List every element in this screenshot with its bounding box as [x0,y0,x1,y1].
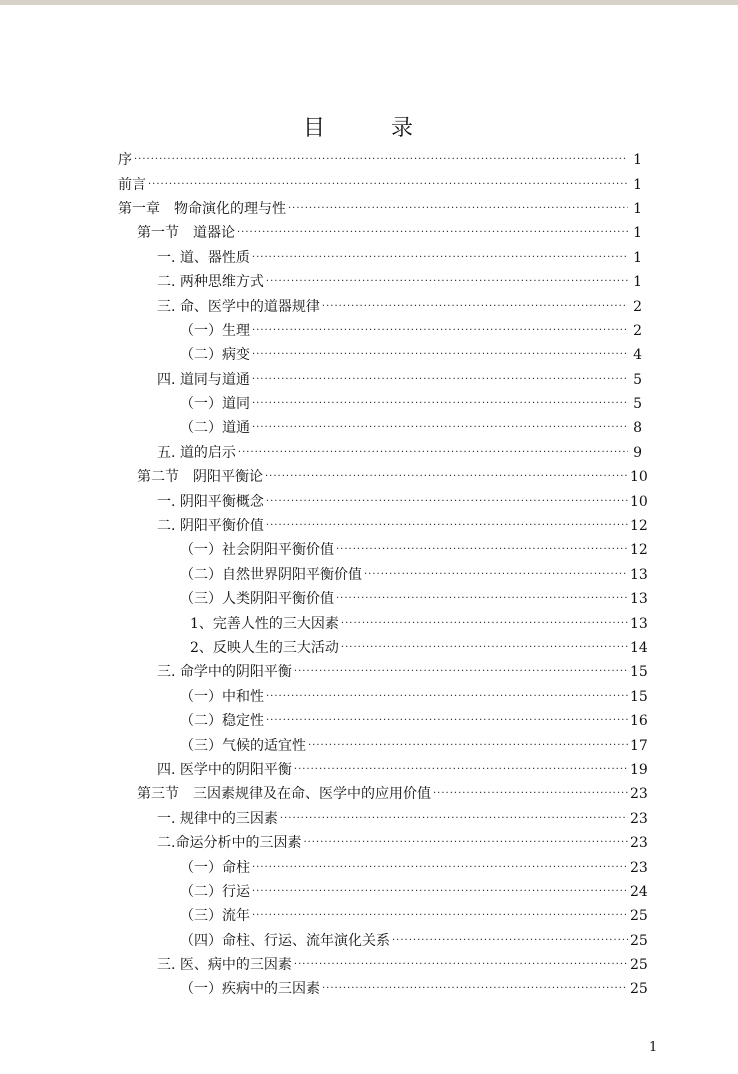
toc-entry-label: 第一章 物命演化的理与性 [118,200,286,217]
toc-entry-page: 1 [633,152,642,169]
toc-entry-page: 25 [630,981,648,998]
dot-leader [341,639,628,657]
dot-leader [303,834,628,852]
dot-leader [265,468,628,486]
dot-leader [266,688,628,706]
toc-entry-page: 19 [630,761,648,778]
toc-entry-label: 2、反映人生的三大活动 [190,640,339,656]
dot-leader [148,176,628,194]
toc-entry-page: 1 [633,225,642,242]
toc-entry[interactable] [0,782,738,806]
toc-entry-label: （一）道同 [180,396,250,413]
table-of-contents [0,148,738,1002]
toc-entry-page: 12 [630,518,648,535]
toc-entry-page: 24 [630,883,648,900]
toc-entry[interactable] [0,441,738,465]
toc-entry-label: 第三节 三因素规律及在命、医学中的应用价值 [137,786,431,803]
dot-leader [252,346,628,364]
toc-entry-label: 第一节 道器论 [137,225,235,242]
toc-entry-page: 13 [630,615,648,632]
toc-entry-label: （二）自然世界阴阳平衡价值 [180,566,362,583]
dot-leader [322,298,628,316]
toc-entry[interactable] [0,294,738,318]
toc-entry[interactable] [0,855,738,879]
toc-entry-label: （二）行运 [180,883,250,900]
dot-leader [252,859,628,877]
dot-leader [266,273,628,291]
toc-entry[interactable] [0,270,738,294]
toc-entry-page: 14 [630,640,648,656]
toc-entry-page: 1 [633,274,642,291]
toc-entry-label: 一. 阴阳平衡概念 [157,493,264,510]
dot-leader [336,541,628,559]
toc-entry[interactable] [0,148,738,172]
toc-entry-page: 23 [630,835,648,852]
toc-entry-label: 一. 规律中的三因素 [157,810,278,827]
toc-entry[interactable] [0,197,738,221]
toc-entry-label: （二）病变 [180,347,250,364]
toc-entry-page: 25 [630,932,648,949]
toc-entry[interactable] [0,733,738,757]
toc-entry-label: （一）中和性 [180,688,264,705]
toc-entry-page: 5 [633,396,642,413]
toc-entry-page: 23 [630,786,648,803]
toc-entry[interactable] [0,563,738,587]
dot-leader [252,249,628,267]
toc-entry[interactable] [0,538,738,562]
toc-entry-page: 4 [633,347,642,364]
toc-entry-label: （四）命柱、行运、流年演化关系 [180,932,390,949]
toc-entry-label: 五. 道的启示 [157,444,236,461]
toc-entry-page: 15 [630,688,648,705]
dot-leader [134,151,628,169]
toc-entry[interactable] [0,831,738,855]
toc-entry-page: 1 [633,200,642,217]
toc-entry-page: 9 [633,444,642,461]
toc-entry-page: 13 [630,566,648,583]
page-top-border [0,0,738,5]
toc-entry-page: 1 [633,249,642,266]
toc-entry-label: （二）稳定性 [180,713,264,730]
toc-entry[interactable] [0,343,738,367]
toc-entry-page: 2 [633,322,642,339]
toc-entry-page: 23 [630,810,648,827]
toc-entry-label: 三. 命学中的阴阳平衡 [157,664,292,681]
toc-entry-page: 5 [633,371,642,388]
toc-entry[interactable] [0,709,738,733]
toc-entry-label: 第二节 阴阳平衡论 [137,469,263,486]
dot-leader [294,956,628,974]
toc-entry-page: 10 [630,493,648,510]
toc-entry-label: 四. 道同与道通 [157,371,250,388]
dot-leader [252,322,628,340]
toc-entry-page: 8 [633,420,642,437]
dot-leader [252,907,628,925]
toc-entry[interactable] [0,368,738,392]
toc-entry[interactable] [0,977,738,1001]
dot-leader [308,737,628,755]
dot-leader [288,200,628,218]
toc-entry[interactable] [0,685,738,709]
toc-entry-label: 四. 医学中的阴阳平衡 [157,761,292,778]
dot-leader [237,224,628,242]
dot-leader [322,980,628,998]
toc-entry-label: 二. 阴阳平衡价值 [157,518,264,535]
toc-entry-page: 15 [630,664,648,681]
toc-entry[interactable] [0,880,738,904]
toc-entry[interactable] [0,514,738,538]
dot-leader [266,493,628,511]
toc-entry-page: 23 [630,859,648,876]
toc-entry[interactable] [0,246,738,270]
toc-entry-label: （一）社会阴阳平衡价值 [180,542,334,559]
toc-entry-label: （一）疾病中的三因素 [180,981,320,998]
toc-entry-label: （一）生理 [180,322,250,339]
dot-leader [392,932,628,950]
toc-entry[interactable] [0,953,738,977]
dot-leader [341,615,628,633]
dot-leader [238,444,628,462]
toc-entry[interactable] [0,319,738,343]
dot-leader [252,371,628,389]
toc-entry[interactable] [0,392,738,416]
dot-leader [294,761,628,779]
toc-entry-label: （三）流年 [180,908,250,925]
toc-entry[interactable] [0,807,738,831]
toc-entry[interactable] [0,636,738,660]
toc-entry-label: 三. 命、医学中的道器规律 [157,298,320,315]
toc-entry-page: 13 [630,591,648,608]
dot-leader [336,590,628,608]
toc-entry[interactable] [0,489,738,513]
dot-leader [266,712,628,730]
toc-entry[interactable] [0,904,738,928]
toc-entry[interactable] [0,929,738,953]
dot-leader [280,810,628,828]
toc-entry-page: 12 [630,542,648,559]
toc-entry-label: （二）道通 [180,420,250,437]
toc-entry-page: 25 [630,957,648,974]
toc-entry-label: 一. 道、器性质 [157,249,250,266]
toc-entry-label: （一）命柱 [180,859,250,876]
dot-leader [294,663,628,681]
toc-entry-label: 序 [118,152,132,169]
toc-entry-label: 1、完善人性的三大因素 [190,615,339,632]
dot-leader [266,517,628,535]
dot-leader [252,395,628,413]
toc-entry[interactable] [0,221,738,245]
toc-entry[interactable] [0,416,738,440]
toc-entry-page: 10 [630,469,648,486]
dot-leader [433,785,628,803]
dot-leader [364,566,628,584]
toc-entry-label: 三. 医、病中的三因素 [157,957,292,974]
toc-entry-page: 1 [633,176,642,193]
toc-entry[interactable] [0,587,738,611]
toc-entry-page: 17 [630,737,648,754]
toc-entry[interactable] [0,465,738,489]
toc-entry-label: 前言 [118,176,146,193]
page-title: 目 录 [302,115,435,141]
dot-leader [252,883,628,901]
toc-entry[interactable] [0,172,738,196]
toc-entry-label: 二. 两种思维方式 [157,274,264,291]
toc-entry-label: （三）气候的适宜性 [180,737,306,754]
toc-entry-label: 二.命运分析中的三因素 [157,835,302,852]
toc-entry-page: 25 [630,908,648,925]
toc-entry[interactable] [0,611,738,635]
dot-leader [252,419,628,437]
toc-entry-label: （三）人类阴阳平衡价值 [180,591,334,608]
page-number: 1 [649,1040,658,1055]
toc-entry[interactable] [0,660,738,684]
toc-entry-page: 16 [630,713,648,730]
toc-entry[interactable] [0,758,738,782]
toc-entry-page: 2 [633,298,642,315]
